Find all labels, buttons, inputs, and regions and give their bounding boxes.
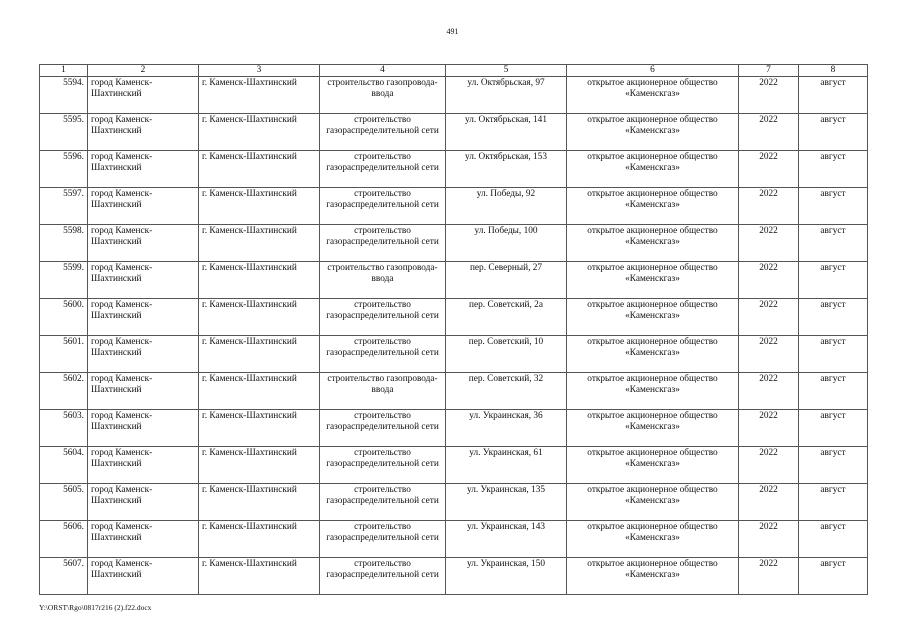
address-cell: ул. Украинская, 143 <box>446 521 567 558</box>
table-row <box>40 373 868 410</box>
month-cell: август <box>799 410 868 447</box>
table-row <box>40 114 868 151</box>
month-cell: август <box>799 188 868 225</box>
organization-cell: открытое акционерное общество «Каменскгаз» <box>567 77 739 114</box>
municipality-cell: город Каменск-Шахтинский <box>88 262 199 299</box>
locality-cell: г. Каменск-Шахтинский <box>199 114 320 151</box>
locality-cell: г. Каменск-Шахтинский <box>199 484 320 521</box>
row-number: 5605. <box>40 484 88 521</box>
month-cell: август <box>799 151 868 188</box>
column-header: 6 <box>567 65 739 77</box>
row-number: 5602. <box>40 373 88 410</box>
column-header: 2 <box>88 65 199 77</box>
column-header: 4 <box>320 65 446 77</box>
address-cell: пер. Советский, 2а <box>446 299 567 336</box>
address-cell: ул. Октябрьская, 153 <box>446 151 567 188</box>
month-cell: август <box>799 484 868 521</box>
row-number: 5598. <box>40 225 88 262</box>
municipality-cell: город Каменск-Шахтинский <box>88 410 199 447</box>
table-header-row <box>40 65 868 77</box>
year-cell: 2022 <box>739 521 799 558</box>
locality-cell: г. Каменск-Шахтинский <box>199 558 320 595</box>
locality-cell: г. Каменск-Шахтинский <box>199 373 320 410</box>
locality-cell: г. Каменск-Шахтинский <box>199 262 320 299</box>
table-row <box>40 225 868 262</box>
address-cell: ул. Октябрьская, 141 <box>446 114 567 151</box>
year-cell: 2022 <box>739 373 799 410</box>
column-header: 3 <box>199 65 320 77</box>
locality-cell: г. Каменск-Шахтинский <box>199 188 320 225</box>
year-cell: 2022 <box>739 188 799 225</box>
work-type-cell: строительство газораспределительной сети <box>320 484 446 521</box>
locality-cell: г. Каменск-Шахтинский <box>199 410 320 447</box>
column-header: 8 <box>799 65 868 77</box>
organization-cell: открытое акционерное общество «Каменскгаз» <box>567 336 739 373</box>
work-type-cell: строительство газораспределительной сети <box>320 447 446 484</box>
footer-file-path: Y:\ORST\Rgo\0817r216 (2).f22.docx <box>39 603 152 612</box>
data-table <box>39 64 868 595</box>
row-number: 5597. <box>40 188 88 225</box>
municipality-cell: город Каменск-Шахтинский <box>88 521 199 558</box>
address-cell: ул. Украинская, 36 <box>446 410 567 447</box>
month-cell: август <box>799 521 868 558</box>
month-cell: август <box>799 373 868 410</box>
month-cell: август <box>799 299 868 336</box>
row-number: 5600. <box>40 299 88 336</box>
work-type-cell: строительство газораспределительной сети <box>320 225 446 262</box>
year-cell: 2022 <box>739 410 799 447</box>
year-cell: 2022 <box>739 151 799 188</box>
organization-cell: открытое акционерное общество «Каменскгаз» <box>567 558 739 595</box>
address-cell: пер. Северный, 27 <box>446 262 567 299</box>
row-number: 5606. <box>40 521 88 558</box>
address-cell: ул. Победы, 92 <box>446 188 567 225</box>
municipality-cell: город Каменск-Шахтинский <box>88 373 199 410</box>
municipality-cell: город Каменск-Шахтинский <box>88 484 199 521</box>
address-cell: ул. Победы, 100 <box>446 225 567 262</box>
table-row <box>40 77 868 114</box>
table-row <box>40 558 868 595</box>
month-cell: август <box>799 114 868 151</box>
row-number: 5607. <box>40 558 88 595</box>
month-cell: август <box>799 77 868 114</box>
municipality-cell: город Каменск-Шахтинский <box>88 299 199 336</box>
table-row <box>40 521 868 558</box>
year-cell: 2022 <box>739 114 799 151</box>
table-body <box>40 77 868 595</box>
column-header: 7 <box>739 65 799 77</box>
organization-cell: открытое акционерное общество «Каменскгаз» <box>567 447 739 484</box>
municipality-cell: город Каменск-Шахтинский <box>88 558 199 595</box>
table-row <box>40 447 868 484</box>
month-cell: август <box>799 225 868 262</box>
year-cell: 2022 <box>739 77 799 114</box>
year-cell: 2022 <box>739 262 799 299</box>
work-type-cell: строительство газопровода-ввода <box>320 262 446 299</box>
month-cell: август <box>799 558 868 595</box>
work-type-cell: строительство газораспределительной сети <box>320 188 446 225</box>
organization-cell: открытое акционерное общество «Каменскгаз» <box>567 521 739 558</box>
address-cell: ул. Украинская, 150 <box>446 558 567 595</box>
work-type-cell: строительство газопровода-ввода <box>320 373 446 410</box>
locality-cell: г. Каменск-Шахтинский <box>199 336 320 373</box>
work-type-cell: строительство газораспределительной сети <box>320 336 446 373</box>
row-number: 5601. <box>40 336 88 373</box>
address-cell: пер. Советский, 32 <box>446 373 567 410</box>
municipality-cell: город Каменск-Шахтинский <box>88 188 199 225</box>
column-header: 1 <box>40 65 88 77</box>
municipality-cell: город Каменск-Шахтинский <box>88 336 199 373</box>
organization-cell: открытое акционерное общество «Каменскгаз» <box>567 151 739 188</box>
address-cell: пер. Советский, 10 <box>446 336 567 373</box>
year-cell: 2022 <box>739 484 799 521</box>
table-row <box>40 188 868 225</box>
municipality-cell: город Каменск-Шахтинский <box>88 114 199 151</box>
organization-cell: открытое акционерное общество «Каменскгаз» <box>567 225 739 262</box>
organization-cell: открытое акционерное общество «Каменскгаз» <box>567 114 739 151</box>
row-number: 5599. <box>40 262 88 299</box>
row-number: 5604. <box>40 447 88 484</box>
municipality-cell: город Каменск-Шахтинский <box>88 447 199 484</box>
municipality-cell: город Каменск-Шахтинский <box>88 225 199 262</box>
address-cell: ул. Октябрьская, 97 <box>446 77 567 114</box>
work-type-cell: строительство газораспределительной сети <box>320 558 446 595</box>
locality-cell: г. Каменск-Шахтинский <box>199 299 320 336</box>
organization-cell: открытое акционерное общество «Каменскгаз» <box>567 262 739 299</box>
year-cell: 2022 <box>739 336 799 373</box>
table-row <box>40 336 868 373</box>
work-type-cell: строительство газораспределительной сети <box>320 410 446 447</box>
locality-cell: г. Каменск-Шахтинский <box>199 77 320 114</box>
address-cell: ул. Украинская, 135 <box>446 484 567 521</box>
month-cell: август <box>799 336 868 373</box>
locality-cell: г. Каменск-Шахтинский <box>199 225 320 262</box>
organization-cell: открытое акционерное общество «Каменскгаз» <box>567 188 739 225</box>
row-number: 5596. <box>40 151 88 188</box>
municipality-cell: город Каменск-Шахтинский <box>88 151 199 188</box>
year-cell: 2022 <box>739 558 799 595</box>
table-row <box>40 484 868 521</box>
column-header: 5 <box>446 65 567 77</box>
locality-cell: г. Каменск-Шахтинский <box>199 151 320 188</box>
year-cell: 2022 <box>739 299 799 336</box>
work-type-cell: строительство газораспределительной сети <box>320 114 446 151</box>
row-number: 5603. <box>40 410 88 447</box>
month-cell: август <box>799 262 868 299</box>
table-row <box>40 410 868 447</box>
work-type-cell: строительство газораспределительной сети <box>320 299 446 336</box>
work-type-cell: строительство газораспределительной сети <box>320 151 446 188</box>
organization-cell: открытое акционерное общество «Каменскгаз» <box>567 410 739 447</box>
table-row <box>40 299 868 336</box>
row-number: 5594. <box>40 77 88 114</box>
table-row <box>40 151 868 188</box>
work-type-cell: строительство газораспределительной сети <box>320 521 446 558</box>
work-type-cell: строительство газопровода-ввода <box>320 77 446 114</box>
table-row <box>40 262 868 299</box>
address-cell: ул. Украинская, 61 <box>446 447 567 484</box>
organization-cell: открытое акционерное общество «Каменскгаз» <box>567 373 739 410</box>
locality-cell: г. Каменск-Шахтинский <box>199 447 320 484</box>
locality-cell: г. Каменск-Шахтинский <box>199 521 320 558</box>
organization-cell: открытое акционерное общество «Каменскгаз» <box>567 484 739 521</box>
page-number: 491 <box>446 27 459 36</box>
year-cell: 2022 <box>739 225 799 262</box>
month-cell: август <box>799 447 868 484</box>
organization-cell: открытое акционерное общество «Каменскгаз» <box>567 299 739 336</box>
year-cell: 2022 <box>739 447 799 484</box>
row-number: 5595. <box>40 114 88 151</box>
municipality-cell: город Каменск-Шахтинский <box>88 77 199 114</box>
